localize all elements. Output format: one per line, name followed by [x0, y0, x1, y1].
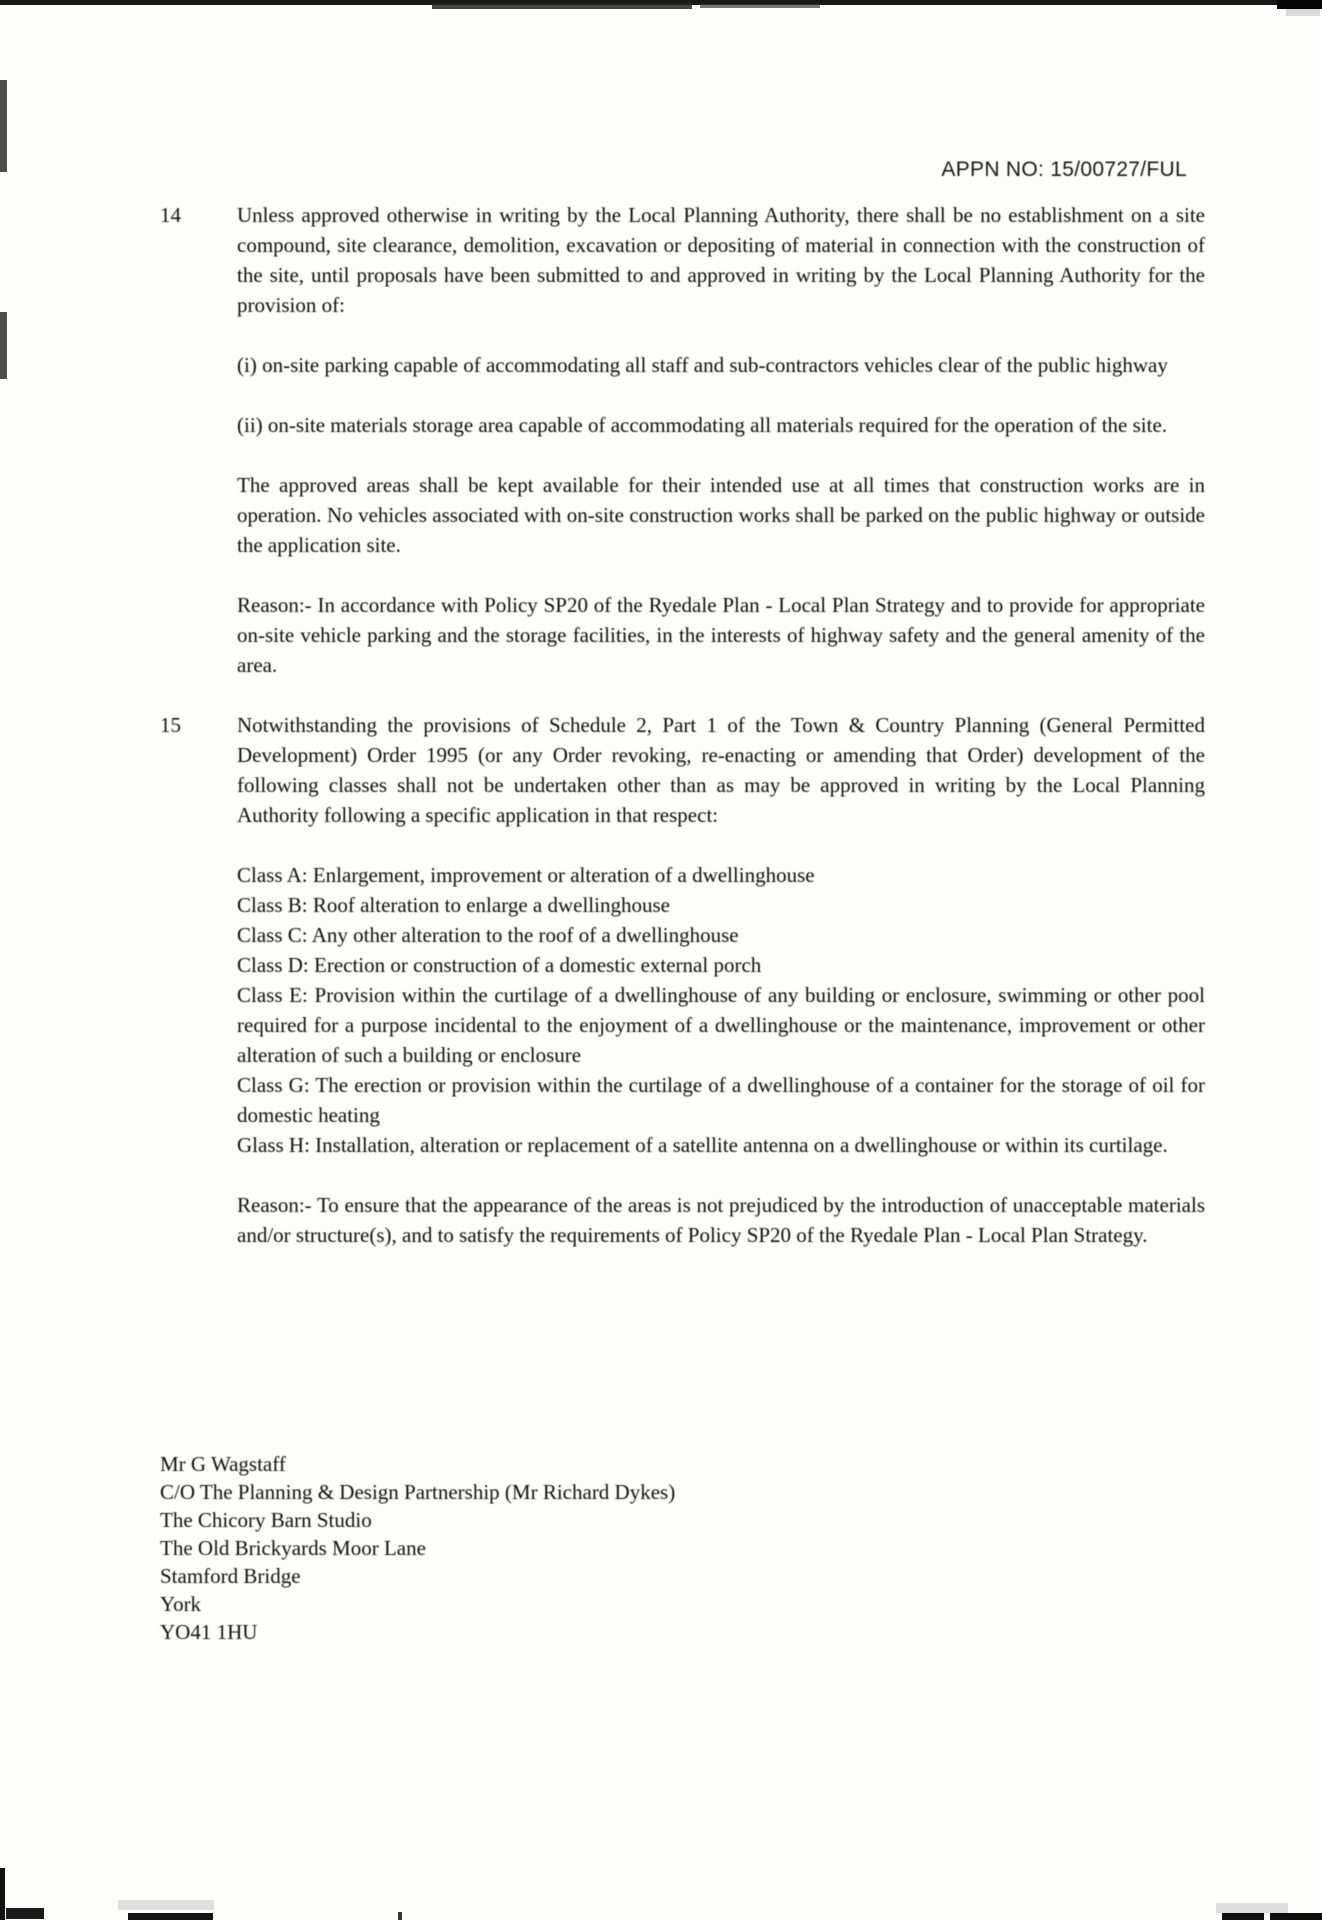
address-line: York — [160, 1592, 202, 1616]
condition-14-body — [237, 200, 1205, 710]
scan-artifact-bottom-right-dash — [1270, 1913, 1322, 1920]
condition-14-paragraph: The approved areas shall be kept available for their intended use at all times that construction works are in operation. No vehicles associated with on-site construction works shall be parked on the public highway or outside the application site. — [237, 473, 1205, 557]
class-list-item: Glass H: Installation, alteration or replacement of a satellite antenna on a dwellinghouse or within its curtilage. — [237, 1133, 1168, 1157]
class-list-item: Class B: Roof alteration to enlarge a dwellinghouse — [237, 893, 670, 917]
condition-14-sub-item-i: (i) on-site parking capable of accommodating all staff and sub-contractors vehicles clear of the public highway — [237, 353, 1168, 377]
condition-14 — [160, 200, 1205, 710]
class-list-item: Class C: Any other alteration to the roof of a dwellinghouse — [237, 923, 739, 947]
scan-artifact-bottom-mark — [398, 1912, 402, 1920]
scan-artifact-top-right-smudge — [1286, 9, 1320, 16]
condition-15-intro: Notwithstanding the provisions of Schedule 2, Part 1 of the Town & Country Planning (General Permitted Development) Order 1995 (or any Order revoking, re-enacting or amending that Order) development of the following classes shall not be undertaken other than as may be approved in writing by the Local Planning Authority following a specific application in that respect: — [237, 713, 1205, 827]
class-list-item: Class G: The erection or provision within the curtilage of a dwellinghouse of a container for the storage of oil for domestic heating — [237, 1073, 1205, 1127]
class-list-item: Class D: Erection or construction of a domestic external porch — [237, 953, 762, 977]
scan-artifact-top-right-fragment — [1277, 0, 1322, 9]
condition-14-reason: Reason:- In accordance with Policy SP20 of the Ryedale Plan - Local Plan Strategy and to provide for appropriate on-site vehicle parking and the storage facilities, in the interests of highway safety and the general amenity of the area. — [237, 593, 1205, 677]
condition-14-sub-item-ii: (ii) on-site materials storage area capable of accommodating all materials required for the operation of the site. — [237, 413, 1168, 437]
condition-15-number: 15 — [160, 713, 181, 737]
class-list-item: Class E: Provision within the curtilage of a dwellinghouse of any building or enclosure, swimming or other pool required for a purpose incidental to the enjoyment of a dwellinghouse or the maintenance, improvement or other alteration of such a building or enclosure — [237, 983, 1205, 1067]
scan-artifact-bottom-mark — [6, 1908, 44, 1919]
address-line: YO41 1HU — [160, 1620, 258, 1644]
condition-15 — [160, 710, 1205, 1280]
scan-artifact-top-fragment — [432, 3, 692, 9]
application-number: APPN NO: 15/00727/FUL — [941, 158, 1187, 181]
address-line: Stamford Bridge — [160, 1564, 301, 1588]
address-line: C/O The Planning & Design Partnership (Mr Richard Dykes) — [160, 1480, 676, 1504]
address-line: The Chicory Barn Studio — [160, 1508, 372, 1532]
recipient-address — [160, 1450, 1205, 1646]
scan-artifact-bottom-smudge — [118, 1900, 214, 1910]
scan-artifact-bottom-right-dash — [1222, 1913, 1264, 1920]
class-list-item: Class A: Enlargement, improvement or alteration of a dwellinghouse — [237, 863, 815, 887]
condition-14-intro: Unless approved otherwise in writing by the Local Planning Authority, there shall be no establishment on a site compound, site clearance, demolition, excavation or depositing of material in connection with the construction of the site, until proposals have been submitted to and approved in writing by the Local Planning Authority for the provision of: — [237, 203, 1205, 317]
scan-artifact-bottom-left-bar — [0, 1868, 5, 1920]
address-line: Mr G Wagstaff — [160, 1452, 286, 1476]
scan-artifact-bottom-smudge — [1216, 1903, 1288, 1913]
condition-15-body — [237, 710, 1205, 1280]
address-line: The Old Brickyards Moor Lane — [160, 1536, 426, 1560]
condition-15-reason: Reason:- To ensure that the appearance of the areas is not prejudiced by the introduction of unacceptable materials and/or structure(s), and to satisfy the requirements of Policy SP20 of the Ryedale Plan - Local Plan Strategy. — [237, 1193, 1205, 1247]
scan-artifact-left-edge-dash — [0, 312, 7, 379]
scan-artifact-bottom-mark — [128, 1913, 213, 1920]
permitted-development-class-list — [237, 860, 1205, 1160]
scan-artifact-top-fragment — [700, 4, 820, 8]
scan-artifact-left-edge-dash — [0, 80, 7, 172]
condition-14-number: 14 — [160, 203, 181, 227]
